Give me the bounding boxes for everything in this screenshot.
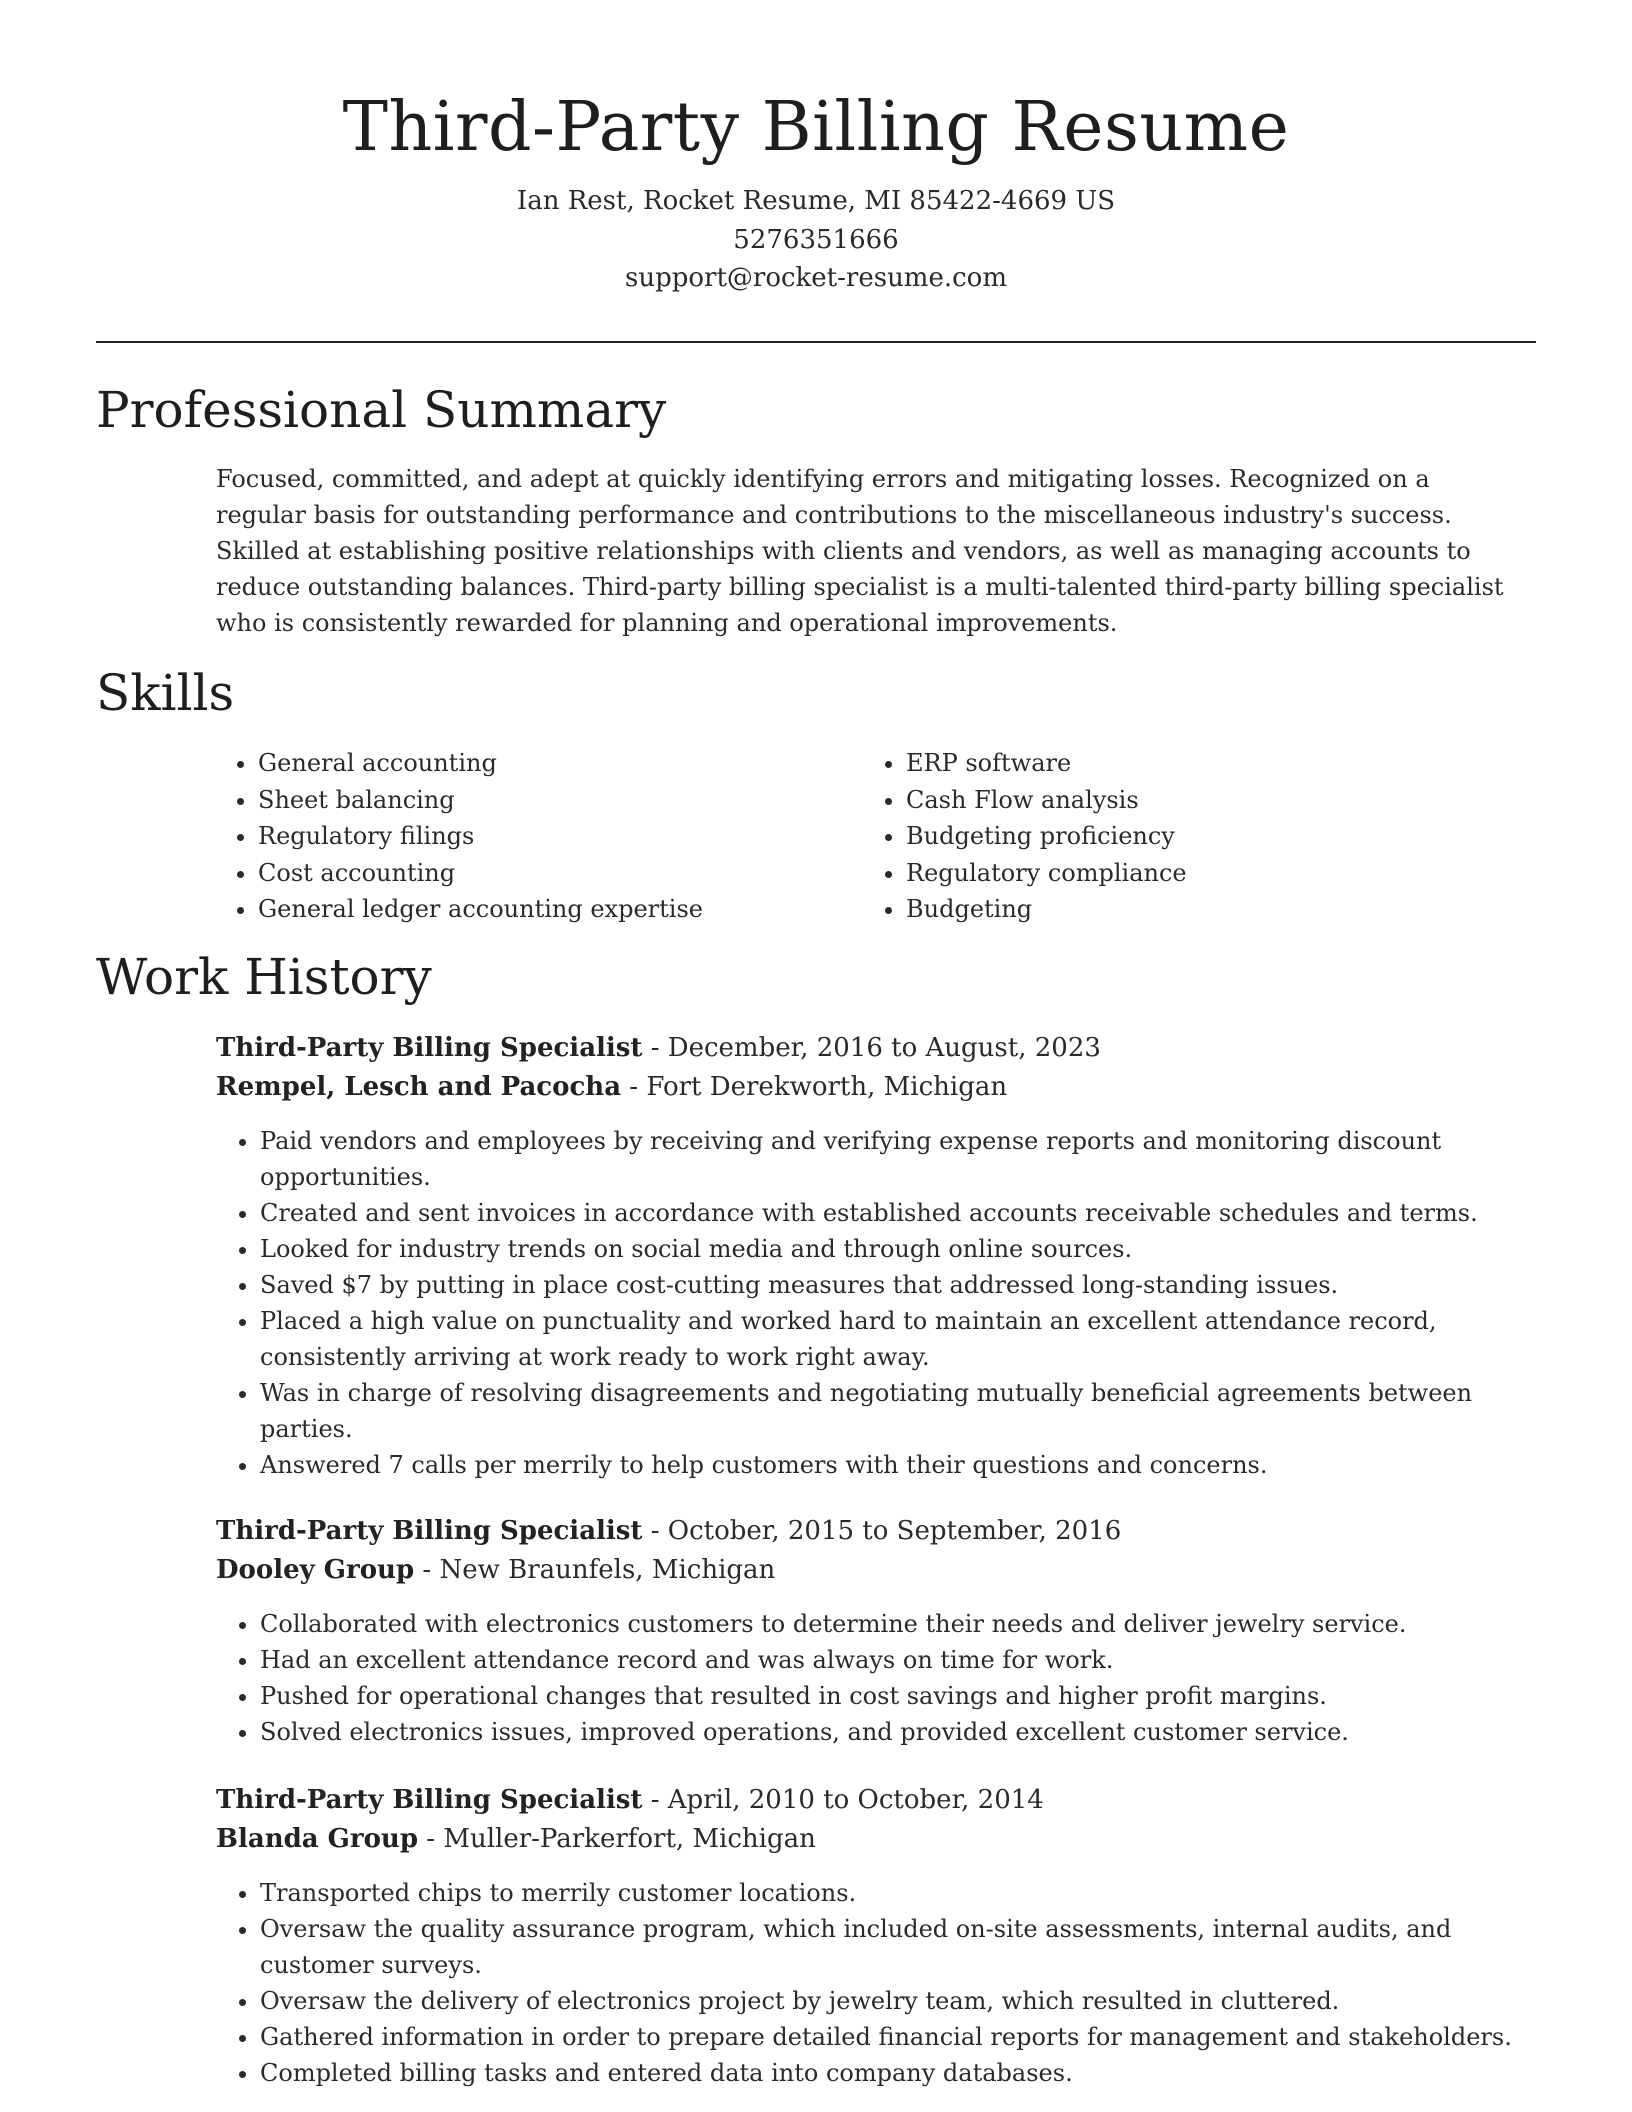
job-title: Third-Party Billing Specialist <box>216 1516 643 1546</box>
job-company-line <box>216 1551 1546 1590</box>
skill-item: • Budgeting <box>906 891 1462 928</box>
job-dates: - April, 2010 to October, 2014 <box>642 1785 1044 1815</box>
job-title-line <box>216 1781 1546 1820</box>
job-entry <box>216 1781 1546 2091</box>
list-item: • Pushed for operational changes that resulted in cost savings and higher profit margins. <box>260 1678 1546 1714</box>
skills-column-right <box>862 745 1462 928</box>
contact-phone: 5276351666 <box>733 224 899 255</box>
job-company-line <box>216 1820 1546 1859</box>
skills-list-left <box>214 745 814 928</box>
list-item: • Had an excellent attendance record and was always on time for work. <box>260 1642 1546 1678</box>
list-item: • Oversaw the delivery of electronics project by jewelry team, which resulted in cluttered. <box>260 1983 1546 2019</box>
list-item: • Collaborated with electronics customers to determine their needs and deliver jewelry service. <box>260 1606 1546 1642</box>
job-entry <box>216 1029 1546 1483</box>
list-item: • Gathered information in order to prepare detailed financial reports for management and stakeholders. <box>260 2019 1546 2055</box>
skill-item: • Budgeting proficiency <box>906 818 1462 855</box>
job-location: - Fort Derekworth, Michigan <box>621 1072 1008 1102</box>
skill-item: • Cost accounting <box>258 855 814 892</box>
list-item: • Paid vendors and employees by receiving and verifying expense reports and monitoring discount opportunities. <box>260 1123 1546 1195</box>
list-item: • Placed a high value on punctuality and worked hard to maintain an excellent attendance record, consistently arriving at work ready to work right away. <box>260 1303 1546 1375</box>
skill-item: • Regulatory filings <box>258 818 814 855</box>
skill-item: • Sheet balancing <box>258 782 814 819</box>
job-bullets <box>216 1123 1546 1483</box>
summary-heading: Professional Summary <box>96 381 667 439</box>
contact-address: Ian Rest, Rocket Resume, MI 85422-4669 US <box>516 186 1116 216</box>
job-bullets <box>216 1875 1546 2091</box>
work-history-heading: Work History <box>96 948 432 1006</box>
job-company-line <box>216 1068 1546 1107</box>
list-item: • Transported chips to merrily customer locations. <box>260 1875 1546 1911</box>
list-item: • Was in charge of resolving disagreements and negotiating mutually beneficial agreements between parties. <box>260 1375 1546 1447</box>
list-item: • Oversaw the quality assurance program, which included on-site assessments, internal audits, and customer surveys. <box>260 1911 1546 1983</box>
job-title: Third-Party Billing Specialist <box>216 1033 643 1063</box>
skill-item: • ERP software <box>906 745 1462 782</box>
skills-list-right <box>862 745 1462 928</box>
list-item: • Solved electronics issues, improved operations, and provided excellent customer service. <box>260 1714 1546 1750</box>
contact-email: support@rocket-resume.com <box>624 263 1007 294</box>
list-item: • Created and sent invoices in accordance with established accounts receivable schedules and terms. <box>260 1195 1546 1231</box>
job-company: Rempel, Lesch and Pacocha <box>216 1072 622 1102</box>
skill-item: • General ledger accounting expertise <box>258 891 814 928</box>
job-title: Third-Party Billing Specialist <box>216 1785 643 1815</box>
list-item: • Answered 7 calls per merrily to help customers with their questions and concerns. <box>260 1447 1546 1483</box>
skills-column-left <box>214 745 814 928</box>
list-item: • Saved $7 by putting in place cost-cutting measures that addressed long-standing issues. <box>260 1267 1546 1303</box>
job-entry <box>216 1512 1546 1750</box>
list-item: • Completed billing tasks and entered data into company databases. <box>260 2055 1546 2091</box>
job-location: - Muller-Parkerfort, Michigan <box>418 1824 816 1854</box>
job-title-line <box>216 1029 1546 1068</box>
job-company: Dooley Group <box>216 1555 415 1585</box>
job-dates: - December, 2016 to August, 2023 <box>642 1033 1101 1063</box>
job-company: Blanda Group <box>216 1824 419 1854</box>
skill-item: • Cash Flow analysis <box>906 782 1462 819</box>
header-divider <box>96 341 1536 343</box>
job-bullets <box>216 1606 1546 1750</box>
skills-heading: Skills <box>96 664 235 722</box>
job-title-line <box>216 1512 1546 1551</box>
resume-header <box>0 0 1632 298</box>
contact-block <box>0 182 1632 298</box>
skill-item: • General accounting <box>258 745 814 782</box>
job-location: - New Braunfels, Michigan <box>414 1555 776 1585</box>
skill-item: • Regulatory compliance <box>906 855 1462 892</box>
summary-text: Focused, committed, and adept at quickly identifying errors and mitigating losses. Recognized on a regular basis for outstanding performance and contributions to the miscellaneous industry's success. Skilled at establishing positive relationships with clients and vendors, as well as managing accounts to reduce outstanding balances. Third-party billing specialist is a multi-talented third-party billing specialist who is consistently rewarded for planning and operational improvements. <box>216 465 1504 637</box>
page-title: Third-Party Billing Resume <box>342 88 1290 167</box>
job-dates: - October, 2015 to September, 2016 <box>642 1516 1122 1546</box>
list-item: • Looked for industry trends on social media and through online sources. <box>260 1231 1546 1267</box>
